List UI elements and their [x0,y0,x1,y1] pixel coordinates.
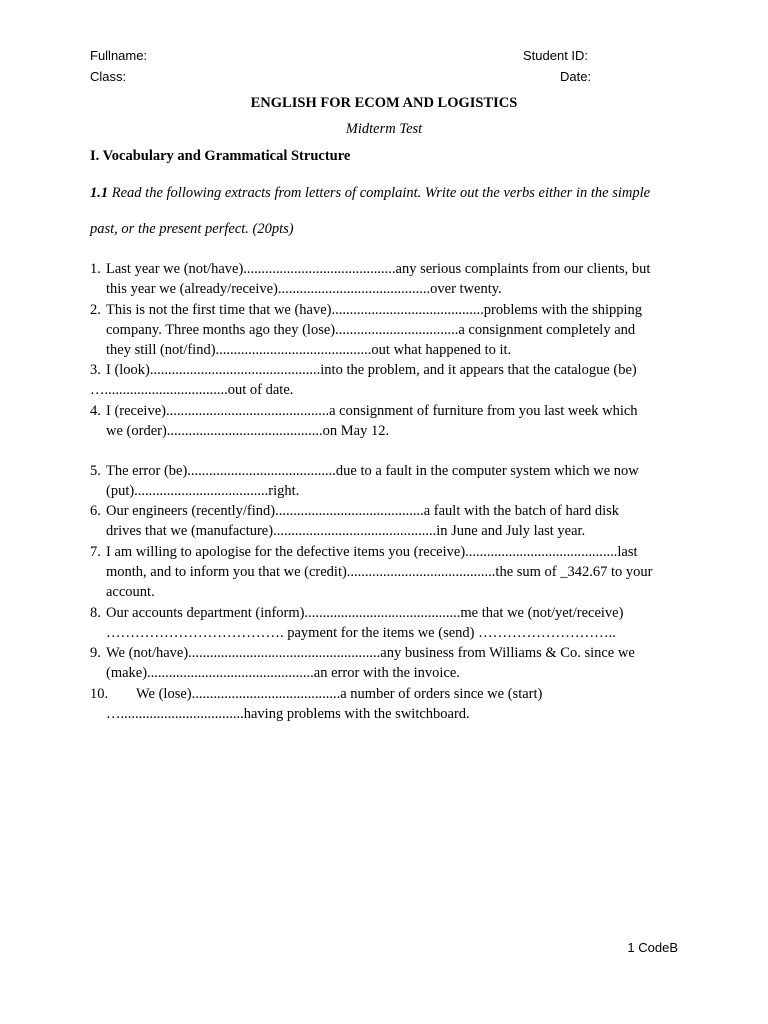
item-number: 8. [90,604,101,621]
item-number: 9. [90,645,101,662]
document-title: ENGLISH FOR ECOM AND LOGISTICS [250,95,518,111]
item-line: company. Three months ago they (lose)..................................a consignment completely and [106,321,636,338]
item-number: 1. [90,261,101,277]
item-line: drives that we (manufacture).............................................in June and July last year. [106,523,586,540]
exercise-item [90,300,690,360]
item-line: …..................................having problems with the switchboard. [106,705,470,722]
document-subtitle: Midterm Test [345,121,423,137]
exercise-list [90,259,690,724]
item-line: (make)..............................................an error with the invoice. [106,665,460,682]
exercise-item [90,461,690,501]
section-heading: I. Vocabulary and Grammatical Structure [90,148,351,164]
item-line: I am willing to apologise for the defective items you (receive)..........................................last [106,543,638,560]
page-code: 1 CodeB [627,940,678,955]
item-line: we (order)...........................................on May 12. [106,422,390,439]
item-line: Last year we (not/have)..........................................any serious complaints from our clients, but [106,261,651,277]
item-number: 3. [90,362,101,379]
item-line: Our accounts department (inform)...........................................me that we (not/yet/receive) [106,604,624,621]
instruction-line-1 [90,183,690,203]
item-line: This is not the first time that we (have)..........................................problems with the shipping [106,301,643,318]
item-number: 5. [90,462,101,479]
exercise-item [90,401,690,441]
item-line: account. [106,583,155,600]
item-number: 7. [90,543,101,560]
item-line: …..................................out of date. [90,382,294,399]
item-number: 10. [90,685,109,702]
exercise-item [90,643,690,683]
item-number: 4. [90,402,101,419]
instruction-number: 1.1 [90,185,109,201]
student-id-label: Student ID: [523,48,589,63]
item-number: 2. [90,301,101,318]
item-line: Our engineers (recently/find).........................................a fault with the batch of hard disk [106,503,620,520]
item-number: 6. [90,503,101,520]
date-label: Date: [560,69,592,84]
item-line: I (look)...............................................into the problem, and it appears that the catalogue (be) [106,362,637,379]
item-line: ………………………………. payment for the items we (send) ……………………….. [106,624,616,641]
item-line: (put).....................................right. [106,482,300,499]
exercise-item [90,360,690,400]
exercise-item [90,542,690,602]
exercise-item [90,501,690,541]
fullname-label: Fullname: [90,48,148,63]
item-line: We (lose).........................................a number of orders since we (start) [136,685,543,702]
item-line: this year we (already/receive)..........................................over twenty. [106,281,502,297]
exercise-item [90,603,690,643]
instruction-line-2: past, or the present perfect. (20pts) [90,221,294,237]
exercise-item [90,259,690,299]
item-line: The error (be).........................................due to a fault in the computer system which we now [106,462,639,479]
class-label: Class: [90,69,127,84]
instruction-text-1: Read the following extracts from letters of complaint. Write out the verbs either in the simple [108,185,651,201]
item-line: month, and to inform you that we (credit).........................................the sum of _342.67 to your [106,563,653,580]
item-line: they still (not/find)...........................................out what happened to it. [106,341,512,358]
item-line: I (receive).............................................a consignment of furniture from you last week which [106,402,638,419]
exercise-item [90,684,690,724]
item-line: We (not/have).....................................................any business from Williams & Co. since we [106,645,635,662]
